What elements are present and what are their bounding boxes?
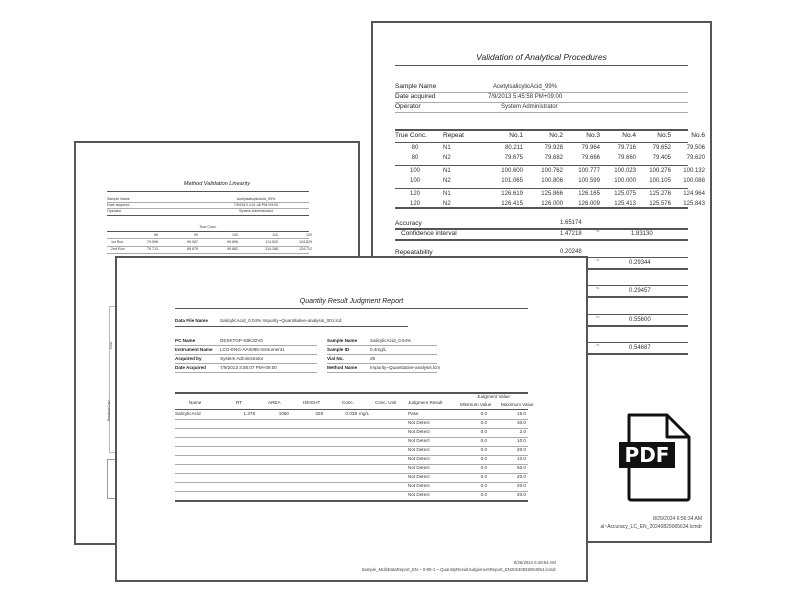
table-cell: 20.0 <box>517 474 526 479</box>
info-label: Sample Name <box>395 83 437 90</box>
table-cell: 124.829 <box>299 240 312 244</box>
divider <box>327 363 437 364</box>
table-cell: Not Detect <box>408 492 430 497</box>
table-cell: 126.000 <box>541 201 563 207</box>
table-cell: 50.0 <box>517 465 526 470</box>
table-cell: 1.378 <box>243 411 255 416</box>
table-cell: N2 <box>443 201 451 207</box>
info-value: Impurity~Quantitative-analysis.lcm <box>370 365 441 370</box>
table-cell: 79.928 <box>544 145 563 151</box>
divider <box>395 65 688 66</box>
table-cell: 100.806 <box>541 178 563 184</box>
accuracy-value: 1.65174 <box>560 220 582 226</box>
divider <box>327 354 437 355</box>
judgment-report-page <box>115 256 588 582</box>
info-label: Date acquired <box>107 203 130 207</box>
table-cell: 79.666 <box>581 155 600 161</box>
table-cell: 0.0 <box>480 420 487 425</box>
ci-high: 1.83130 <box>631 231 653 237</box>
divider <box>395 129 688 131</box>
divider <box>107 231 309 232</box>
table-cell: 100.276 <box>649 168 671 174</box>
col-header-max: Maximum Value <box>501 402 534 407</box>
table-cell: 0.0 <box>480 438 487 443</box>
divider <box>588 314 688 315</box>
table-cell: 126.415 <box>501 201 523 207</box>
table-cell: 120 <box>409 201 420 207</box>
divider <box>395 188 688 189</box>
table-cell: 0.0 <box>480 447 487 452</box>
divider <box>107 191 309 192</box>
table-cell: 0.0 <box>480 483 487 488</box>
info-label: Acquired by <box>175 356 202 361</box>
table-cell: 100.000 <box>614 178 636 184</box>
range-value: 0.29457 <box>629 288 651 294</box>
info-label: Sample Name <box>327 338 358 343</box>
table-header: No.3 <box>586 132 600 139</box>
repeatability-value: 0.20248 <box>560 249 582 255</box>
ci-low: 1.47218 <box>560 231 582 237</box>
col-header-rt: RT <box>236 400 243 405</box>
divider <box>588 268 688 270</box>
column-header: 100 <box>232 233 238 237</box>
divider <box>107 246 309 247</box>
table-cell: 80 <box>411 155 419 161</box>
table-cell: 79.506 <box>686 145 705 151</box>
table-cell: 79.598 <box>147 240 158 244</box>
table-cell: 79.713 <box>147 247 158 251</box>
table-cell: 0.0 <box>480 474 487 479</box>
info-value: SalicylicAcid_0.04% <box>370 338 412 343</box>
col-header-judgment-result: Judgment Result <box>408 400 443 405</box>
divider <box>395 142 688 143</box>
table-cell: N1 <box>443 191 451 197</box>
table-header: No.5 <box>657 132 671 139</box>
col-header-judgment-value: Judgment Value <box>477 394 510 399</box>
info-value: 7/9/2013 5:45:58 PM+09:00 <box>488 94 563 100</box>
table-cell: Not Detect <box>408 474 430 479</box>
table-cell: N2 <box>443 155 451 161</box>
group-header: True Conc. <box>199 225 217 229</box>
table-cell: 126.619 <box>501 191 523 197</box>
column-header: 90 <box>194 233 198 237</box>
table-cell: 125.843 <box>683 201 705 207</box>
divider <box>588 296 688 298</box>
table-cell: 120 <box>409 191 420 197</box>
divider <box>395 102 688 103</box>
table-cell: Not Detect <box>408 465 430 470</box>
table-cell: 79.682 <box>544 155 563 161</box>
info-value: 7/9/2013 3:58:07 PM+09:00 <box>220 365 277 370</box>
table-header: Repeat <box>443 132 464 139</box>
info-label: Method Name <box>327 365 358 370</box>
table-header: No.2 <box>549 132 563 139</box>
table-header: No.6 <box>691 132 705 139</box>
table-cell: 100 <box>409 168 420 174</box>
info-label: Date acquired <box>395 93 436 100</box>
divider <box>107 238 309 239</box>
range-separator: ~ <box>596 315 600 321</box>
divider <box>588 342 688 343</box>
table-cell: 125.075 <box>614 191 636 197</box>
divider <box>395 207 688 209</box>
table-cell: Not Detect <box>408 456 430 461</box>
table-cell: 125.276 <box>649 191 671 197</box>
ci-label: Confidence interval <box>401 230 457 237</box>
table-cell: 328 <box>315 411 323 416</box>
footer-date: 8/26/2024 6:49:54 AM <box>513 560 556 565</box>
table-cell: 0.0 <box>480 411 487 416</box>
table-cell: 100.088 <box>683 178 705 184</box>
range-value: 0.54687 <box>629 345 651 351</box>
pdf-label: PDF <box>624 443 670 467</box>
row-label: 1st Run <box>111 240 124 244</box>
divider <box>175 409 528 410</box>
info-label: Sample ID <box>327 347 350 352</box>
table-cell: 100 <box>409 178 420 184</box>
divider <box>327 345 437 346</box>
table-cell: 100.762 <box>541 168 563 174</box>
col-header-conc-unit: Conc. Unit <box>375 400 397 405</box>
table-cell: 100.023 <box>614 168 636 174</box>
divider <box>327 372 437 373</box>
col-header-name: Name <box>189 400 202 405</box>
table-cell: 125.413 <box>614 201 636 207</box>
table-cell: 124.964 <box>683 191 705 197</box>
page-title: Validation of Analytical Procedures <box>476 52 607 62</box>
pdf-file-icon <box>617 412 693 502</box>
info-label: Operator <box>107 209 122 213</box>
info-value: LCG-ENG-AA0085-Instrument1 <box>220 347 285 352</box>
table-header: True Conc. <box>395 132 427 139</box>
info-value: 28 <box>370 356 376 361</box>
table-cell: 0.038 <box>345 411 357 416</box>
table-cell: Not Detect <box>408 429 430 434</box>
row-label: 2nd Run <box>111 247 125 251</box>
table-cell: 124.712 <box>299 247 312 251</box>
divider <box>588 325 688 327</box>
column-header: 110 <box>272 233 278 237</box>
table-cell: 10.0 <box>517 438 526 443</box>
table-cell: 15.0 <box>517 411 526 416</box>
range-value: 0.55600 <box>629 317 651 323</box>
table-cell: 0.0 <box>480 456 487 461</box>
table-cell: 79.405 <box>652 155 671 161</box>
table-cell: 20.0 <box>517 483 526 488</box>
page-title: Method Validation Linearity <box>183 181 251 187</box>
table-cell: 79.675 <box>504 155 523 161</box>
table-cell: 100.600 <box>501 168 523 174</box>
info-value: System Administrator <box>501 104 558 110</box>
table-cell: mg/L <box>359 411 370 416</box>
divider <box>395 165 688 166</box>
table-cell: 125.576 <box>649 201 671 207</box>
info-value: AcetylsalicylicAcid_99% <box>236 197 276 201</box>
table-cell: 30.0 <box>517 420 526 425</box>
table-cell: 79.660 <box>617 155 636 161</box>
range-separator: ~ <box>596 343 600 349</box>
column-header: 120 <box>306 233 312 237</box>
repeatability-label: Repeatability <box>395 249 433 256</box>
info-value: 7/9/2013 4:01:48 PM+09:00 <box>233 203 279 207</box>
info-label: Operator <box>395 103 421 110</box>
range-value: 0.29344 <box>629 260 651 266</box>
table-cell: Pass <box>408 411 419 416</box>
table-cell: 80 <box>411 145 419 151</box>
table-cell: 2.0 <box>519 429 526 434</box>
info-value: DESKTOP-S8K32V0 <box>220 338 263 343</box>
info-label: Sample Name <box>107 197 130 201</box>
divider <box>175 372 317 373</box>
divider <box>175 500 528 502</box>
table-cell: 0.0 <box>480 492 487 497</box>
divider <box>175 354 317 355</box>
table-cell: 79.652 <box>652 145 671 151</box>
info-value: System Administrator <box>239 209 273 213</box>
table-cell: 100.132 <box>683 168 705 174</box>
table-cell: Not Detect <box>408 483 430 488</box>
data-file-value: SalicylicAcid_0.04% Impurity~Quantitative-analysis_001.lcd <box>220 318 342 323</box>
table-cell: 100.777 <box>578 168 600 174</box>
table-cell: 114.500 <box>265 240 278 244</box>
info-value: 0.4mg/L <box>370 347 387 352</box>
table-header: No.1 <box>509 132 523 139</box>
divider <box>588 353 688 355</box>
divider <box>175 326 408 327</box>
column-header: 80 <box>154 233 158 237</box>
table-cell: 1060 <box>278 411 289 416</box>
table-cell: 100.599 <box>578 178 600 184</box>
table-cell: 0.0 <box>480 465 487 470</box>
table-cell: Not Detect <box>408 420 430 425</box>
table-cell: 114.168 <box>265 247 278 251</box>
table-cell: N2 <box>443 178 451 184</box>
table-cell: 99.896 <box>227 240 238 244</box>
footer-date: 8/29/2024 6:56:34 AM <box>653 516 702 522</box>
col-header-min: Minimum Value <box>460 402 492 407</box>
table-cell: 99.682 <box>227 247 238 251</box>
divider <box>395 92 688 93</box>
table-cell: 125.866 <box>541 191 563 197</box>
table-cell: 89.679 <box>187 247 198 251</box>
table-cell: 79.964 <box>581 145 600 151</box>
info-label: Vial No. <box>327 356 344 361</box>
info-label: Instrument Name <box>175 347 213 352</box>
divider <box>175 345 317 346</box>
table-cell: 10.0 <box>517 456 526 461</box>
table-cell: 100.105 <box>649 178 671 184</box>
divider <box>175 363 317 364</box>
table-cell: 126.009 <box>578 201 600 207</box>
range-separator: ~ <box>596 258 600 264</box>
table-cell: SalicylicAcid <box>175 411 201 416</box>
footer-file: al~Accuracy_LC_EN_20240829065634.lcmdr <box>600 524 702 530</box>
table-cell: Not Detect <box>408 447 430 452</box>
ci-separator: ~ <box>596 229 600 235</box>
col-header-conc: Conc. <box>342 400 355 405</box>
table-cell: Not Detect <box>408 438 430 443</box>
page-title: Quantity Result Judgment Report <box>299 298 404 305</box>
footer-file: Sample_MultiDataReport_EN ~ 0-80-1 ~ QuantityResultJudgementReport_EN20240826064954.lcmdr <box>361 567 556 572</box>
divider <box>175 308 528 309</box>
info-label: Date Acquired <box>175 365 206 370</box>
table-cell: 79.620 <box>686 155 705 161</box>
divider <box>395 112 688 113</box>
divider <box>107 215 309 216</box>
table-header: No.4 <box>622 132 636 139</box>
info-value: System Administrator <box>220 356 264 361</box>
col-header-height: HEIGHT <box>303 400 321 405</box>
table-cell: 80.211 <box>505 145 523 151</box>
info-value: AcetylsalicylicAcid_99% <box>493 84 558 90</box>
table-cell: 90.087 <box>187 240 198 244</box>
table-cell: 20.0 <box>517 447 526 452</box>
table-cell: 20.0 <box>517 492 526 497</box>
axis-label: Conc. <box>109 340 114 350</box>
table-cell: 0.0 <box>480 429 487 434</box>
axis-label: Residual Conc. <box>106 399 111 421</box>
table-cell: N1 <box>443 168 451 174</box>
table-cell: 101.065 <box>501 178 523 184</box>
info-label: PC Name <box>175 338 196 343</box>
range-separator: ~ <box>596 286 600 292</box>
divider <box>107 253 309 254</box>
divider <box>588 285 688 286</box>
table-cell: N1 <box>443 145 451 151</box>
divider <box>395 239 688 241</box>
table-cell: 79.716 <box>617 145 636 151</box>
accuracy-label: Accuracy <box>395 220 422 227</box>
table-cell: 126.165 <box>578 191 600 197</box>
col-header-area: AREA <box>268 400 281 405</box>
data-file-label: Data File Name <box>175 318 208 323</box>
divider <box>175 392 528 394</box>
